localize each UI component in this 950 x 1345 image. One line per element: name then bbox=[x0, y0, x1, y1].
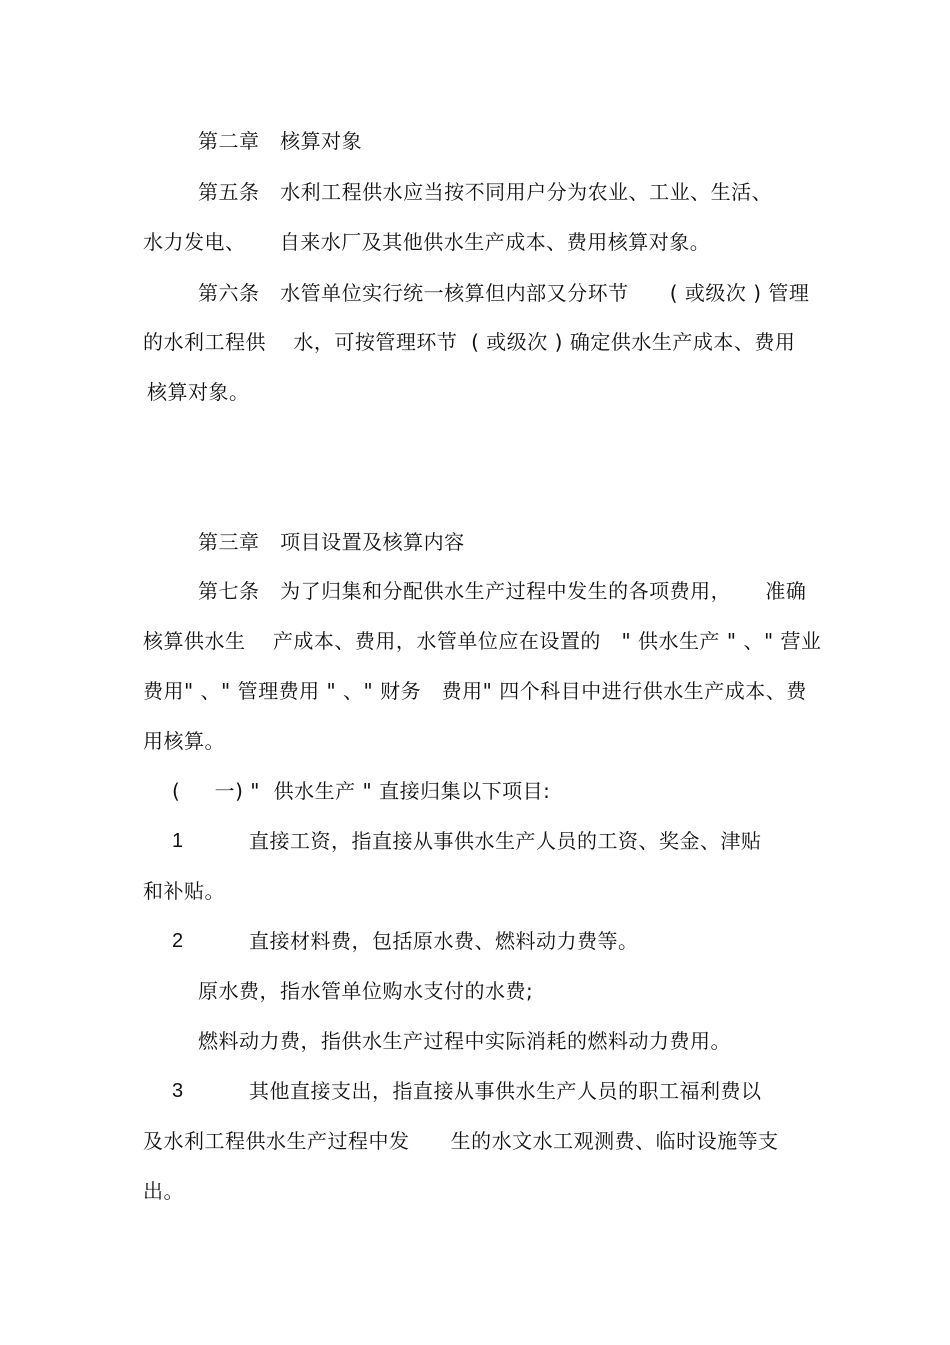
item-2-sub-2: 燃料动力费，指供水生产过程中实际消耗的燃料动力费用。 bbox=[198, 1029, 731, 1053]
chapter-2-heading: 第二章 核算对象 bbox=[198, 129, 363, 153]
article-7-line-1: 第七条 为了归集和分配供水生产过程中发生的各项费用， 准确 bbox=[198, 579, 807, 603]
article-5-line-2: 水力发电、 自来水厂及其他供水生产成本、费用核算对象。 bbox=[143, 230, 711, 254]
article-6-line-2: 的水利工程供 水，可按管理环节 ( 或级次 ) 确定供水生产成本、费用 bbox=[143, 330, 796, 354]
item-3-line-2: 及水利工程供水生产过程中发 生的水文水工观测费、临时设施等支 bbox=[143, 1129, 779, 1153]
item-2-sub-1: 原水费，指水管单位购水支付的水费; bbox=[198, 979, 534, 1003]
item-3-line-1: 其他直接支出，指直接从事供水生产人员的职工福利费以 bbox=[249, 1079, 762, 1103]
item-3-line-3: 出。 bbox=[143, 1179, 184, 1203]
article-5-line-1: 第五条 水利工程供水应当按不同用户分为农业、工业、生活、 bbox=[198, 180, 773, 204]
item-1-line-1: 直接工资，指直接从事供水生产人员的工资、奖金、津贴 bbox=[249, 829, 762, 853]
article-6-line-3: 核算对象。 bbox=[147, 380, 250, 404]
item-2-number: 2 bbox=[172, 930, 184, 952]
subsection-1-heading: ( 一) " 供水生产 " 直接归集以下项目: bbox=[172, 779, 551, 803]
item-3-number: 3 bbox=[172, 1080, 184, 1102]
article-6-line-1: 第六条 水管单位实行统一核算但内部又分环节 ( 或级次 ) 管理 bbox=[198, 281, 810, 305]
chapter-3-heading: 第三章 项目设置及核算内容 bbox=[198, 530, 465, 554]
article-7-line-2: 核算供水生 产成本、费用，水管单位应在设置的 " 供水生产 " 、" 营业 bbox=[143, 629, 822, 653]
item-1-line-2: 和补贴。 bbox=[143, 879, 225, 903]
article-7-line-3: 费用" 、" 管理费用 " 、" 财务 费用" 四个科目中进行供水生产成本、费 bbox=[143, 679, 807, 703]
article-7-line-4: 用核算。 bbox=[143, 729, 225, 753]
item-1-number: 1 bbox=[172, 830, 184, 852]
item-2-line-1: 直接材料费，包括原水费、燃料动力费等。 bbox=[249, 929, 639, 953]
